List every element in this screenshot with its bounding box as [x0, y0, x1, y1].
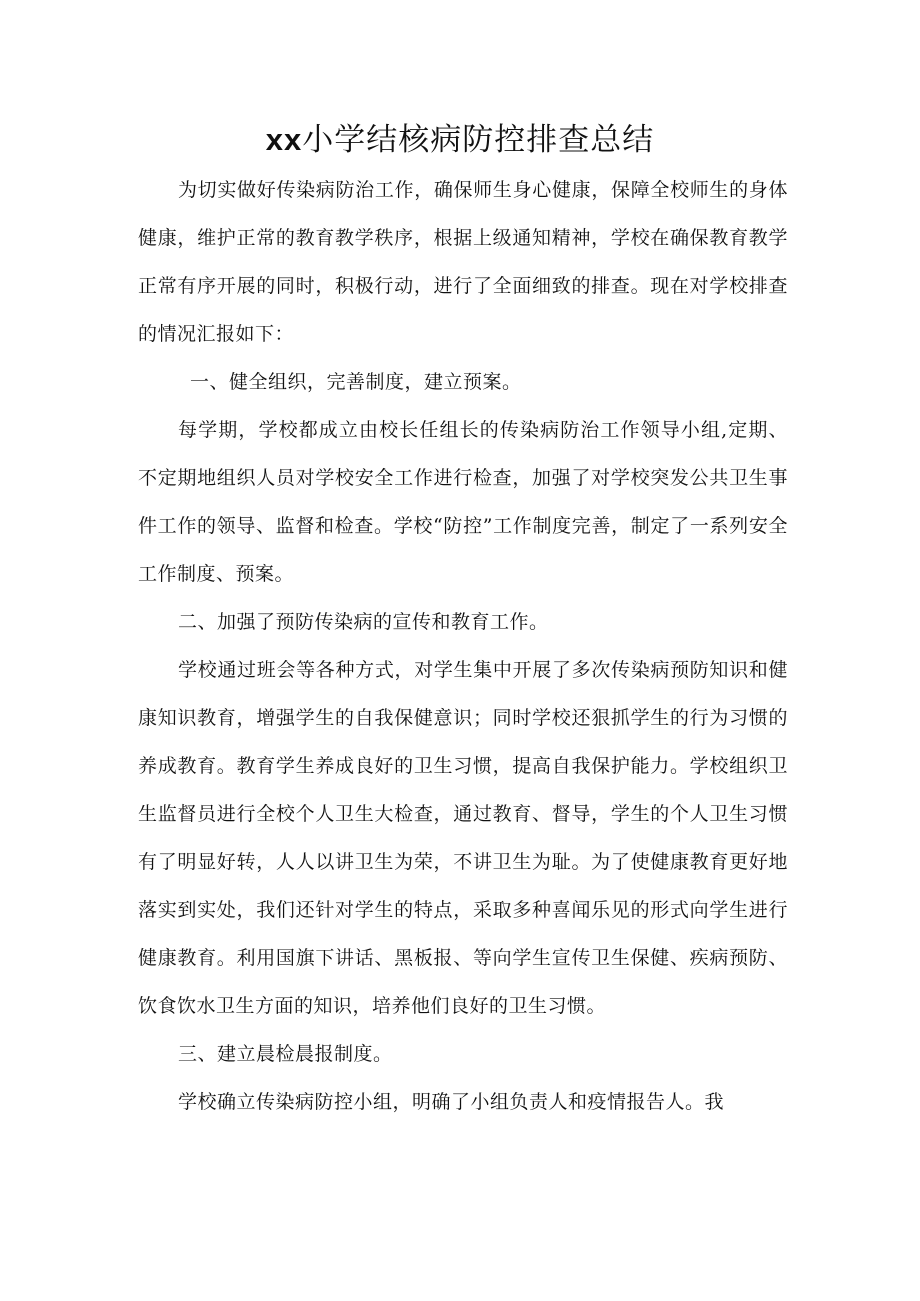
- section-paragraph-2: 学校通过班会等各种方式，对学生集中开展了多次传染病预防知识和健康知识教育，增强学生的自我保健意识；同时学校还狠抓学生的行为习惯的养成教育。教育学生养成良好的卫生习惯，提高自我保护能力。学校组织卫生监督员进行全校个人卫生大检查，通过教育、督导，学生的个人卫生习惯有了明显好转，人人以讲卫生为荣，不讲卫生为耻。为了使健康教育更好地落实到实处，我们还针对学生的特点，采取多种喜闻乐见的形式向学生进行健康教育。利用国旗下讲话、黑板报、等向学生宣传卫生保健、疾病预防、饮食饮水卫生方面的知识，培养他们良好的卫生习惯。: [138, 659, 788, 1017]
- section-paragraph-1: 每学期，学校都成立由校长任组长的传染病防治工作领导小组,定期、不定期地组织人员对学校安全工作进行检查，加强了对学校突发公共卫生事件工作的领导、监督和检查。学校“防控”工作制度完善，制定了一系列安全工作制度、预案。: [138, 419, 788, 585]
- section-paragraph-3: 学校确立传染病防控小组，明确了小组负责人和疫情报告人。我: [178, 1091, 725, 1113]
- document-body: [138, 166, 788, 1126]
- title-main: 小学结核病防控排查总结: [302, 122, 655, 158]
- document-title: [0, 112, 920, 168]
- section-heading-2: 二、加强了预防传染病的宣传和教育工作。: [178, 611, 549, 633]
- section-heading-3: 三、建立晨检晨报制度。: [178, 1043, 393, 1065]
- title-prefix: xx: [265, 122, 303, 157]
- intro-paragraph: 为切实做好传染病防治工作，确保师生身心健康，保障全校师生的身体健康，维护正常的教育教学秩序，根据上级通知精神，学校在确保教育教学正常有序开展的同时，积极行动，进行了全面细致的排查。现在对学校排查的情况汇报如下：: [138, 179, 788, 345]
- section-heading-1: 一、健全组织，完善制度，建立预案。: [190, 371, 522, 393]
